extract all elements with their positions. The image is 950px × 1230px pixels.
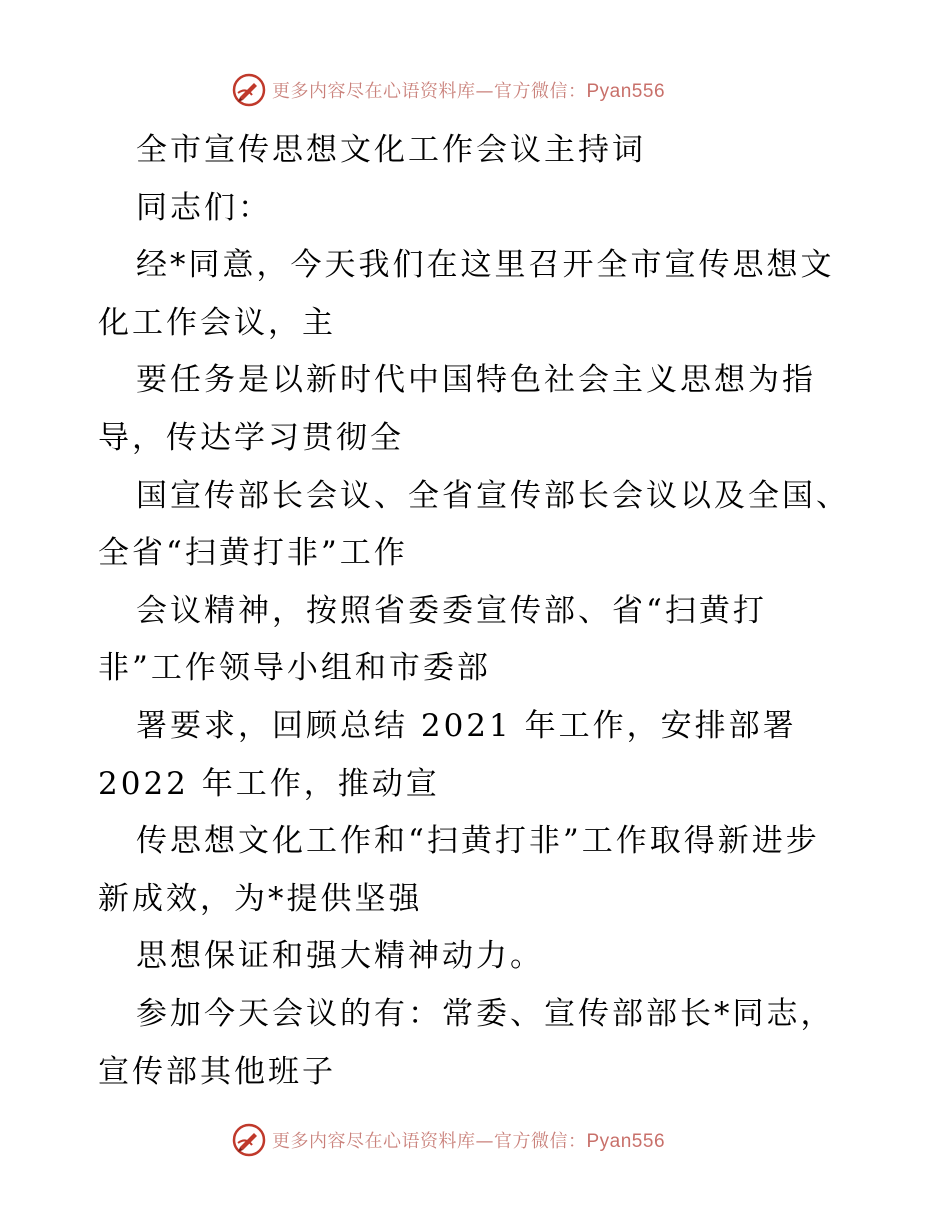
- paragraph-line: 会议精神，按照省委委宣传部、省“扫黄打: [136, 592, 767, 629]
- paragraph-line: 署要求，回顾总结 2021 年工作，安排部署: [136, 707, 797, 744]
- paragraph-line: 非”工作领导小组和市委部: [98, 650, 491, 687]
- paragraph-line: 要任务是以新时代中国特色社会主义思想为指: [136, 362, 816, 399]
- document-body: [98, 122, 888, 1101]
- footer-banner: [232, 1120, 665, 1160]
- paragraph-line: 国宣传部长会议、全省宣传部长会议以及全国、: [136, 477, 850, 514]
- paragraph-line: 新成效，为*提供坚强: [98, 880, 423, 917]
- paragraph-line: 参加今天会议的有：常委、宣传部部长*同志，: [136, 995, 835, 1032]
- pen-logo-icon: [232, 1123, 266, 1157]
- header-banner: [232, 70, 665, 110]
- header-wechat-id: Pyan556: [586, 81, 666, 102]
- paragraph-line: 传思想文化工作和“扫黄打非”工作取得新进步: [136, 823, 820, 860]
- paragraph-line: 经*同意，今天我们在这里召开全市宣传思想文: [136, 247, 835, 284]
- salutation: 同志们：: [136, 189, 272, 226]
- paragraph-line: 全省“扫黄打非”工作: [98, 535, 408, 572]
- paragraph-line: 2022 年工作，推动宣: [98, 765, 440, 802]
- header-banner-text: 更多内容尽在心语资料库—官方微信：Pyan556: [272, 81, 666, 102]
- document-title: 全市宣传思想文化工作会议主持词: [136, 132, 646, 168]
- pen-logo-icon: [232, 73, 266, 107]
- paragraph-line: 导，传达学习贯彻全: [98, 419, 404, 456]
- paragraph-line: 宣传部其他班子: [98, 1053, 336, 1090]
- paragraph-line: 思想保证和强大精神动力。: [136, 938, 544, 975]
- footer-banner-text: 更多内容尽在心语资料库—官方微信：Pyan556: [272, 1131, 666, 1152]
- footer-wechat-id: Pyan556: [586, 1131, 666, 1152]
- paragraph-line: 化工作会议，主: [98, 304, 336, 341]
